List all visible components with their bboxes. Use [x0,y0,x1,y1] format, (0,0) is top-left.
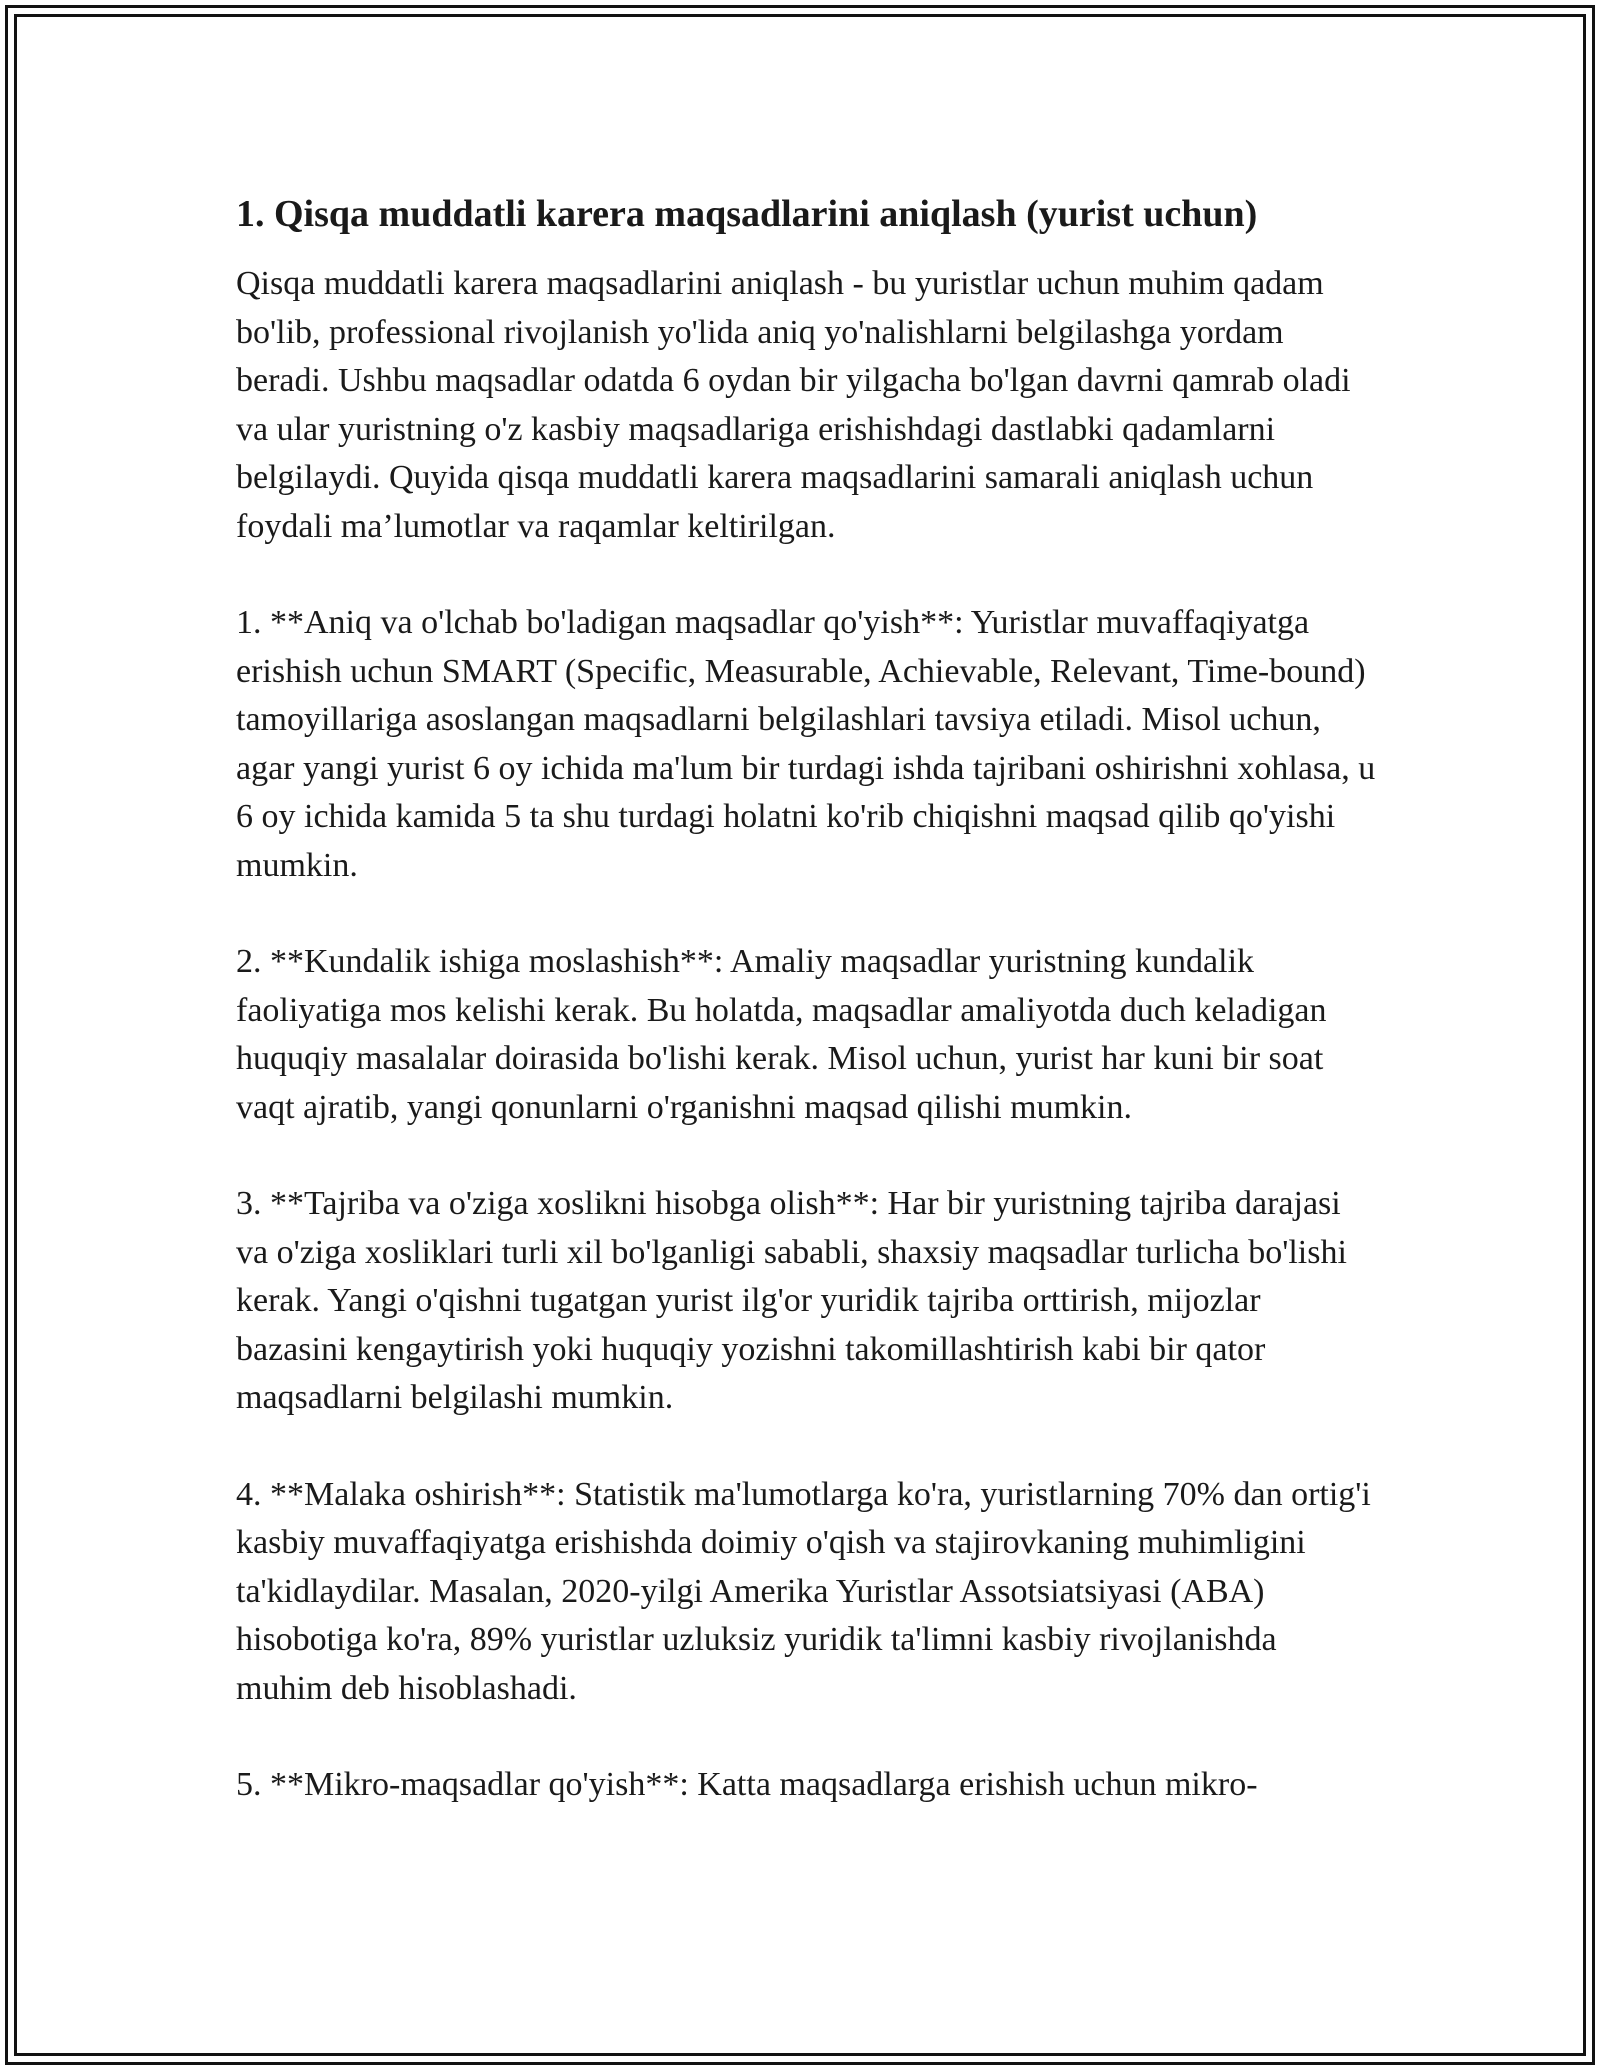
list-item-5: 5. **Mikro-maqsadlar qo'yish**: Katta maqsadlarga erishish uchun mikro- [236,1766,1258,1803]
document-title: 1. Qisqa muddatli karera maqsadlarini aniqlash (yurist uchun) [236,193,1258,235]
list-item-1: 1. **Aniq va o'lchab bo'ladigan maqsadlar qo'yish**: Yuristlar muvaffaqiyatga erishish uchun SMART (Specific, Measurable, Achievable, Relevant, Time-bound) tamoyillariga asoslangan maqsadlarni belgilashlari tavsiya etiladi. Misol uchun, agar yangi yurist 6 oy ichida ma'lum bir turdagi ishda tajribani oshirishni xohlasa, u 6 oy ichida kamida 5 ta shu turdagi holatni ko'rib chiqishni maqsad qilib qo'yishi mumkin. [236,604,1376,884]
list-item-2: 2. **Kundalik ishiga moslashish**: Amaliy maqsadlar yuristning kundalik faoliyatiga mos kelishi kerak. Bu holatda, maqsadlar amaliyotda duch keladigan huquqiy masalalar doirasida bo'lishi kerak. Misol uchun, yurist har kuni bir soat vaqt ajratib, yangi qonunlarni o'rganishni maqsad qilishi mumkin. [236,943,1327,1126]
list-item-3: 3. **Tajriba va o'ziga xoslikni hisobga olish**: Har bir yuristning tajriba darajasi va o'ziga xosliklari turli xil bo'lganligi sababli, shaxsiy maqsadlar turlicha bo'lishi kerak. Yangi o'qishni tugatgan yurist ilg'or yuridik tajriba orttirish, mijozlar bazasini kengaytirish yoki huquqiy yozishni takomillashtirish kabi bir qator maqsadlarni belgilashi mumkin. [236,1185,1347,1416]
intro-paragraph: Qisqa muddatli karera maqsadlarini aniqlash - bu yuristlar uchun muhim qadam bo'lib, professional rivojlanish yo'lida aniq yo'nalishlarni belgilashga yordam beradi. Ushbu maqsadlar odatda 6 oydan bir yilgacha bo'lgan davrni qamrab oladi va ular yuristning o'z kasbiy maqsadlariga erishishdagi dastlabki qadamlarni belgilaydi. Quyida qisqa muddatli karera maqsadlarini samarali aniqlash uchun foydali ma’lumotlar va raqamlar keltirilgan. [236,265,1351,545]
document-body [236,186,1376,1810]
list-item-4: 4. **Malaka oshirish**: Statistik ma'lumotlarga ko'ra, yuristlarning 70% dan ortig'i kasbiy muvaffaqiyatga erishishda doimiy o'qish va stajirovkaning muhimligini ta'kidlaydilar. Masalan, 2020-yilgi Amerika Yuristlar Assotsiatsiyasi (ABA) hisobotiga ko'ra, 89% yuristlar uzluksiz yuridik ta'limni kasbiy rivojlanishda muhim deb hisoblashadi. [236,1475,1371,1707]
